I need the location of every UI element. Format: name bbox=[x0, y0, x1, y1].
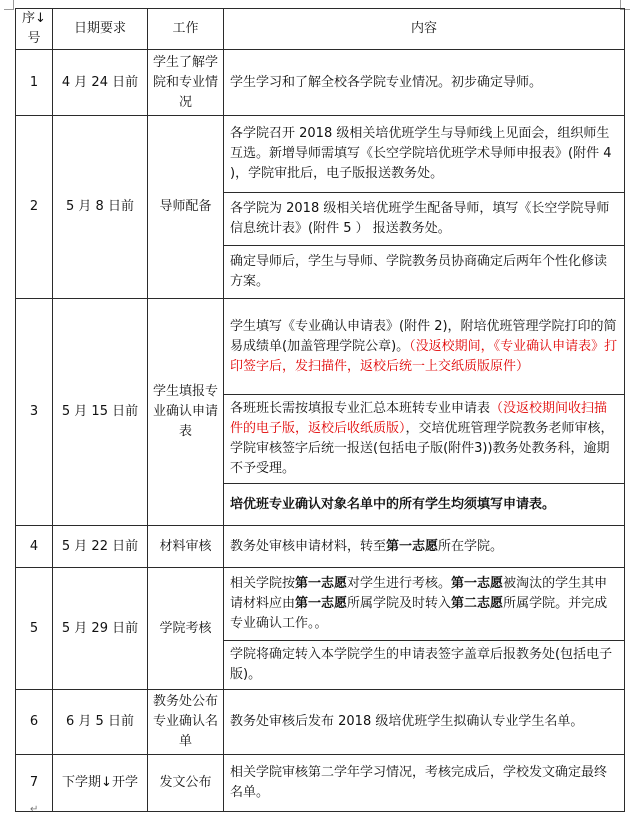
row-content bbox=[224, 299, 625, 395]
content-text: 各班班长需按填报专业汇总本班转专业申请表 bbox=[230, 401, 491, 416]
table-row bbox=[16, 299, 625, 395]
table-row bbox=[16, 50, 625, 116]
row-date: 4 月 24 日前 bbox=[53, 50, 148, 116]
row-work: 导师配备 bbox=[148, 116, 224, 299]
content-text: 所属学院。并完成专业确认工作。。 bbox=[230, 596, 608, 631]
content-text: 所在学院。 bbox=[438, 538, 504, 554]
header-date: 日期要求 bbox=[53, 9, 148, 50]
content-text-bold: 第一志愿 bbox=[295, 576, 348, 591]
table-row bbox=[16, 755, 625, 812]
row-date: 6 月 5 日前 bbox=[53, 690, 148, 755]
row-content: 各学院召开 2018 级相关培优班学生与导师线上见面会，组织师生互选。新增导师需填写《长空学院培优班学术导师申报表》(附件 4 )，学院审批后，电子版报送教务处。 bbox=[224, 116, 625, 193]
row-content: 学院将确定转入本学院学生的申请表签字盖章后报教务处(包括电子版)。 bbox=[224, 641, 625, 690]
content-text-bold: 第一志愿 bbox=[451, 576, 504, 591]
content-text: 教务处审核申请材料，转至 bbox=[230, 538, 387, 554]
row-seq: 3 bbox=[16, 299, 53, 526]
content-text: 学生填写《专业确认申请表》(附件 2)，附培优班管理学院打印的简易成绩单(加盖管理学院公章)。 bbox=[230, 318, 617, 354]
table-header-row bbox=[16, 9, 625, 50]
content-text-bold: 第一志愿 bbox=[386, 538, 439, 554]
row-seq: 7 bbox=[16, 755, 53, 812]
row-date: 5 月 8 日前 bbox=[53, 116, 148, 299]
header-seq: 序↓号 bbox=[16, 9, 53, 50]
row-date: 5 月 22 日前 bbox=[53, 526, 148, 568]
row-content: 培优班专业确认对象名单中的所有学生均须填写申请表。 bbox=[224, 484, 625, 526]
row-work: 学生了解学院和专业情况 bbox=[148, 50, 224, 116]
content-text: ，交培优班管理学院教务老师审核，学院审核签字后统一报送(包括电子版(附件3))教务处教务科，逾期不予受理。 bbox=[230, 421, 614, 476]
row-content: 学生学习和了解全校各学院专业情况。初步确定导师。 bbox=[224, 50, 625, 116]
row-seq: 6 bbox=[16, 690, 53, 755]
row-seq: 5 bbox=[16, 568, 53, 690]
table-row bbox=[16, 690, 625, 755]
row-seq: 4 bbox=[16, 526, 53, 568]
table-row bbox=[16, 116, 625, 193]
content-text: 所属学院及时转入 bbox=[347, 596, 452, 611]
table-row bbox=[16, 568, 625, 641]
row-work: 学院考核 bbox=[148, 568, 224, 690]
row-date: 5 月 29 日前 bbox=[53, 568, 148, 690]
row-date: 5 月 15 日前 bbox=[53, 299, 148, 526]
content-text: 对学生进行考核。 bbox=[347, 576, 452, 591]
schedule-table bbox=[15, 8, 625, 812]
row-work: 学生填报专业确认申请表 bbox=[148, 299, 224, 526]
row-content bbox=[224, 568, 625, 641]
row-content: 确定导师后，学生与导师、学院教务员协商确定后两年个性化修读方案。 bbox=[224, 246, 625, 299]
row-work: 教务处公布专业确认名单 bbox=[148, 690, 224, 755]
table-row bbox=[16, 526, 625, 568]
header-work: 工作 bbox=[148, 9, 224, 50]
row-content: 教务处审核后发布 2018 级培优班学生拟确认专业学生名单。 bbox=[224, 690, 625, 755]
content-text-bold: 第二志愿 bbox=[451, 596, 504, 611]
row-content: 相关学院审核第二学年学习情况，考核完成后，学校发文确定最终名单。 bbox=[224, 755, 625, 812]
content-text-red: （没返校期间收扫描件的电子版，返校后收纸质版） bbox=[230, 401, 608, 436]
row-content bbox=[224, 395, 625, 484]
row-seq: 2 bbox=[16, 116, 53, 299]
row-work: 材料审核 bbox=[148, 526, 224, 568]
paragraph-mark-icon: ↵ bbox=[30, 804, 39, 815]
content-text: 被淘汰的学生其申请材料应由 bbox=[230, 576, 608, 611]
header-content: 内容 bbox=[224, 9, 625, 50]
content-text-bold: 第一志愿 bbox=[295, 596, 348, 611]
row-work: 发文公布 bbox=[148, 755, 224, 812]
content-text-red: （没返校期间，《专业确认申请表》打印签字后，发扫描件，返校后统一上交纸质版原件） bbox=[230, 338, 618, 374]
row-seq: 1 bbox=[16, 50, 53, 116]
corner-mark-top-left bbox=[4, 0, 14, 10]
row-date: 下学期↓开学 bbox=[53, 755, 148, 812]
row-content bbox=[224, 526, 625, 568]
content-text: 相关学院按 bbox=[230, 576, 296, 591]
row-content: 各学院为 2018 级相关培优班学生配备导师，填写《长空学院导师信息统计表》(附件 5 ） 报送教务处。 bbox=[224, 193, 625, 246]
